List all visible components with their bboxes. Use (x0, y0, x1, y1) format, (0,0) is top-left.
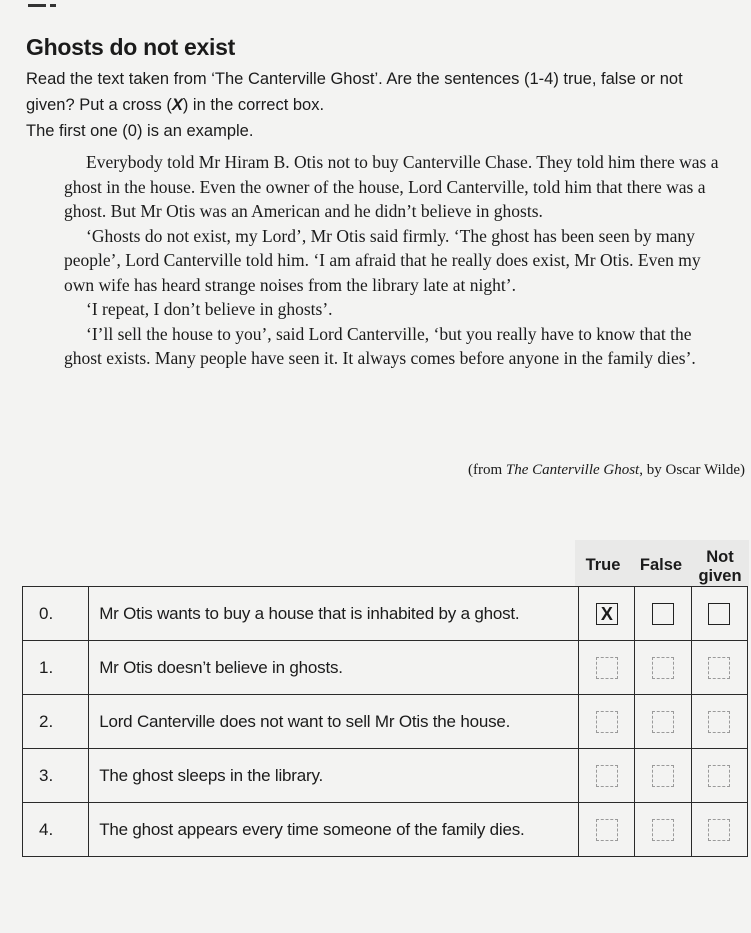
source-suffix: , by Oscar Wilde) (639, 462, 745, 478)
row-number: 1. (23, 641, 89, 695)
table-row (23, 803, 748, 857)
row-number: 0. (23, 587, 89, 641)
row-number: 4. (23, 803, 89, 857)
answer-cell-true (579, 641, 635, 695)
answer-cell-false (635, 749, 691, 803)
checkbox-not-given[interactable] (708, 819, 730, 841)
checkbox-false[interactable] (652, 657, 674, 679)
answer-cell-not-given (691, 587, 747, 641)
checkbox-not-given[interactable] (708, 765, 730, 787)
passage-paragraph-2: ‘Ghosts do not exist, my Lord’, Mr Otis said firmly. ‘The ghost has been seen by many people’, Lord Canterville told him. ‘I am afraid that he really does exist, Mr Otis. Even my own wife has heard strange noises from the library late at night’. (64, 225, 701, 295)
answer-table (22, 586, 748, 857)
table-row (23, 695, 748, 749)
table-row (23, 749, 748, 803)
page-top-mark (28, 4, 68, 8)
row-statement: Mr Otis wants to buy a house that is inhabited by a ghost. (89, 587, 579, 641)
checkbox-false[interactable] (652, 819, 674, 841)
checkbox-true[interactable] (596, 819, 618, 841)
passage-paragraph-4: ‘I’ll sell the house to you’, said Lord Canterville, ‘but you really have to know that the ghost exists. Many people have seen it. It always comes before anyone in the family dies’. (64, 323, 696, 368)
answer-cell-true (579, 749, 635, 803)
answer-cell-false (635, 695, 691, 749)
exercise-title: Ghosts do not exist (26, 34, 235, 60)
table-row (23, 641, 748, 695)
checkbox-not-given[interactable] (708, 657, 730, 679)
checkbox-true[interactable] (596, 711, 618, 733)
answer-cell-true (579, 587, 635, 641)
passage-source (468, 462, 745, 479)
instructions (26, 66, 716, 144)
table-row (23, 587, 748, 641)
answer-cell-false (635, 641, 691, 695)
answer-cell-true (579, 695, 635, 749)
header-not-given-line2: given (698, 567, 742, 585)
header-not-given-line1: Not (706, 548, 734, 566)
checkbox-false[interactable] (652, 765, 674, 787)
row-statement: The ghost sleeps in the library. (89, 749, 579, 803)
checkbox-not-given[interactable] (708, 603, 730, 625)
row-statement: Mr Otis doesn’t believe in ghosts. (89, 641, 579, 695)
passage-paragraph-3: ‘I repeat, I don’t believe in ghosts’. (86, 299, 333, 319)
answer-cell-not-given (691, 641, 747, 695)
header-not-given (692, 548, 748, 586)
cross-symbol: X (171, 96, 183, 114)
reading-passage (64, 150, 720, 371)
instructions-line1-end: ) in the correct box. (182, 96, 325, 114)
answer-cell-not-given (691, 749, 747, 803)
checkbox-false[interactable] (652, 711, 674, 733)
checkbox-not-given[interactable] (708, 711, 730, 733)
checkbox-true[interactable]: X (596, 603, 618, 625)
header-true: True (585, 556, 621, 574)
row-number: 3. (23, 749, 89, 803)
row-statement: Lord Canterville does not want to sell Mr Otis the house. (89, 695, 579, 749)
row-statement: The ghost appears every time someone of the family dies. (89, 803, 579, 857)
source-prefix: (from (468, 462, 506, 478)
row-number: 2. (23, 695, 89, 749)
instructions-line1: Read the text taken from ‘The Canterville Ghost’. Are the sentences (1-4) true, false or not given? Put a cross ( (26, 70, 683, 114)
checkbox-false[interactable] (652, 603, 674, 625)
checkbox-true[interactable] (596, 765, 618, 787)
passage-paragraph-1: Everybody told Mr Hiram B. Otis not to buy Canterville Chase. They told him there was a ghost in the house. Even the owner of the house, Lord Canterville, told him that there was a ghost. But Mr Otis was an American and he didn’t believe in ghosts. (64, 152, 719, 221)
answer-cell-not-given (691, 695, 747, 749)
answer-cell-false (635, 587, 691, 641)
source-title: The Canterville Ghost (505, 462, 640, 478)
answer-cell-false (635, 803, 691, 857)
instructions-line2: The first one (0) is an example. (26, 122, 254, 140)
answer-cell-true (579, 803, 635, 857)
checkbox-true[interactable] (596, 657, 618, 679)
answer-cell-not-given (691, 803, 747, 857)
header-false: False (639, 556, 683, 574)
